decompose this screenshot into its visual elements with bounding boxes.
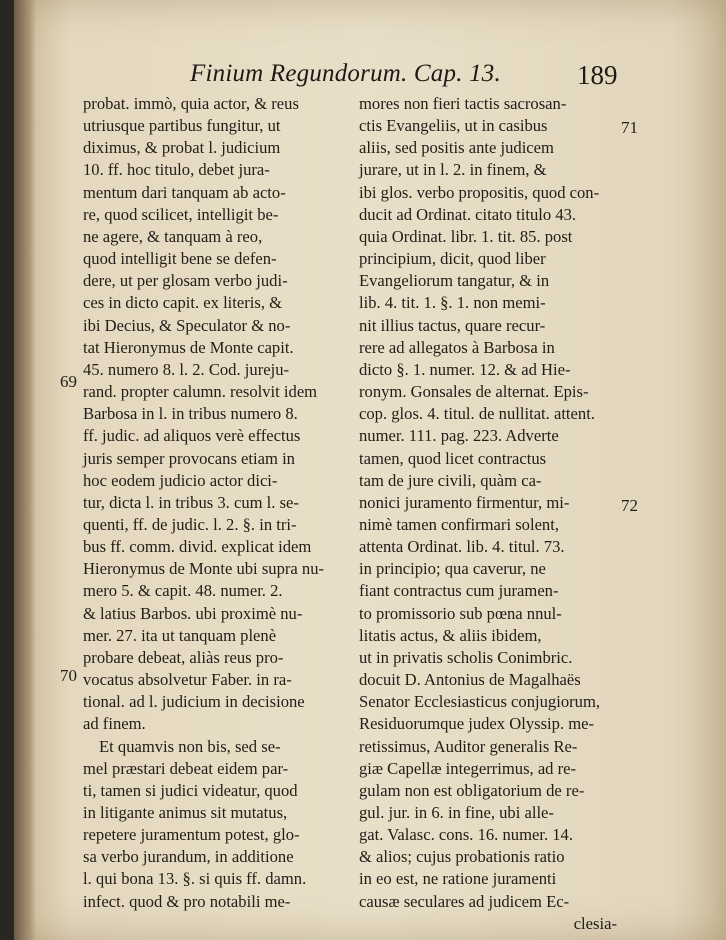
text-line: Senator Ecclesiasticus conjugiorum,: [359, 692, 601, 712]
text-line: diximus, & probat l. judicium: [83, 138, 281, 158]
text-line: gulam non est obligatorium de re-: [359, 780, 585, 800]
margin-number-69: 69: [60, 372, 77, 391]
text-line: infect. quod & pro notabili me-: [83, 891, 291, 911]
text-line: vocatus absolvetur Faber. in ra-: [83, 670, 292, 690]
text-line: ibi Decius, & Speculator & no-: [83, 315, 291, 335]
text-line: & alios; cujus probationis ratio: [359, 847, 565, 867]
text-line: tional. ad l. judicium in decisione: [83, 692, 305, 712]
text-line: tur, dicta l. in tribus 3. cum l. se-: [83, 492, 299, 512]
text-line: in litigante animus sit mutatus,: [83, 803, 288, 822]
text-line: probare debeat, aliàs reus pro-: [83, 647, 284, 667]
text-line: mer. 27. ita ut tanquam plenè: [83, 625, 277, 645]
text-line: gat. Valasc. cons. 16. numer. 14.: [359, 825, 573, 845]
text-line: ctis Evangeliis, ut in casibus: [359, 116, 548, 136]
text-line: juris semper provocans etiam in: [83, 448, 295, 468]
text-line: clesia-: [573, 913, 617, 933]
text-line: Et quamvis non bis, sed se-: [99, 736, 281, 756]
text-line: ti, tamen si judici videatur, quod: [83, 780, 298, 800]
right-text-column: [359, 93, 617, 935]
text-line: mel præstari debeat eidem par-: [83, 758, 289, 778]
text-line: tamen, quod licet contractus: [359, 448, 547, 468]
text-line: to promissorio sub pœna nnul-: [359, 603, 562, 623]
text-line: nonici juramento firmentur, mi-: [359, 492, 570, 512]
text-line: mero 5. & capit. 48. numer. 2.: [83, 581, 283, 601]
text-line: Evangeliorum tangatur, & in: [359, 271, 550, 291]
text-line: ut in privatis scholis Conimbric.: [359, 647, 573, 667]
text-line: ad finem.: [83, 714, 146, 734]
text-line: probat. immò, quia actor, & reus: [83, 94, 299, 113]
text-line: Residuorumque judex Olyssip. me-: [359, 714, 595, 734]
text-line: nimè tamen confirmari solent,: [359, 514, 559, 534]
text-line: quenti, ff. de judic. l. 2. §. in tri-: [83, 514, 297, 534]
margin-number-71: 71: [621, 118, 638, 137]
text-line: docuit D. Antonius de Magalhaës: [359, 670, 581, 690]
text-line: mores non fieri tactis sacrosan-: [359, 94, 567, 113]
text-line: tam de jure civili, quàm ca-: [359, 470, 542, 490]
text-line: sa verbo jurandum, in additione: [83, 847, 294, 867]
text-line: gul. jur. in 6. in fine, ubi alle-: [359, 803, 554, 822]
text-line: ducit ad Ordinat. citato titulo 43.: [359, 204, 577, 224]
text-line: attenta Ordinat. lib. 4. titul. 73.: [359, 537, 565, 557]
text-line: utriusque partibus fungitur, ut: [83, 116, 281, 136]
text-line: in eo est, ne ratione juramenti: [359, 869, 557, 889]
text-line: l. qui bona 13. §. si quis ff. damn.: [83, 869, 307, 889]
running-title: Finium Regundorum. Cap. 13.: [190, 60, 501, 87]
text-line: Barbosa in l. in tribus numero 8.: [83, 404, 298, 424]
text-line: Hieronymus de Monte ubi supra nu-: [83, 559, 325, 579]
binding-gutter: [14, 0, 36, 940]
text-line: 10. ff. hoc titulo, debet jura-: [83, 160, 270, 180]
text-line: rand. propter calumn. resolvit idem: [83, 382, 318, 402]
page-number: 189: [577, 60, 618, 90]
text-line: ff. judic. ad aliquos verè effectus: [83, 426, 301, 446]
text-line: dere, ut per glosam verbo judi-: [83, 271, 288, 291]
text-line: dicto §. 1. numer. 12. & ad Hie-: [359, 359, 571, 379]
text-line: fiant contractus cum juramen-: [359, 581, 559, 601]
text-line: rere ad allegatos à Barbosa in: [359, 337, 555, 357]
text-line: re, quod scilicet, intelligit be-: [83, 204, 279, 224]
text-line: nit illius tactus, quare recur-: [359, 315, 546, 335]
text-line: ibi glos. verbo propositis, quod con-: [359, 182, 600, 202]
text-line: & latius Barbos. ubi proximè nu-: [83, 603, 303, 623]
text-line: quod intelligit bene se defen-: [83, 249, 277, 269]
text-line: aliis, sed positis ante judicem: [359, 138, 554, 158]
text-line: mentum dari tanquam ab acto-: [83, 182, 286, 202]
text-line: hoc eodem judicio actor dici-: [83, 470, 278, 490]
text-line: principium, dicit, quod liber: [359, 249, 546, 269]
left-text-column: [83, 93, 343, 913]
margin-number-70: 70: [60, 666, 77, 685]
text-line: jurare, ut in l. 2. in finem, &: [359, 160, 547, 180]
text-line: giæ Capellæ integerrimus, ad re-: [359, 758, 577, 778]
text-line: in principio; qua caverur, ne: [359, 559, 546, 579]
text-line: ne agere, & tanquam à reo,: [83, 226, 263, 246]
text-line: tat Hieronymus de Monte capit.: [83, 337, 294, 357]
text-line: causæ seculares ad judicem Ec-: [359, 891, 570, 911]
margin-number-72: 72: [621, 496, 638, 515]
text-line: 45. numero 8. l. 2. Cod. jureju-: [83, 359, 290, 379]
text-line: quia Ordinat. libr. 1. tit. 85. post: [359, 226, 573, 246]
text-line: bus ff. comm. divid. explicat idem: [83, 537, 312, 557]
text-line: litatis actus, & aliis ibidem,: [359, 625, 542, 645]
text-line: ronym. Gonsales de alternat. Epis-: [359, 382, 589, 402]
text-line: ces in dicto capit. ex literis, &: [83, 293, 283, 313]
text-line: numer. 111. pag. 223. Adverte: [359, 426, 559, 446]
text-line: repetere juramentum potest, glo-: [83, 825, 300, 845]
text-line: lib. 4. tit. 1. §. 1. non memi-: [359, 293, 546, 313]
text-line: cop. glos. 4. titul. de nullitat. attent.: [359, 404, 595, 424]
text-line: retissimus, Auditor generalis Re-: [359, 736, 578, 756]
